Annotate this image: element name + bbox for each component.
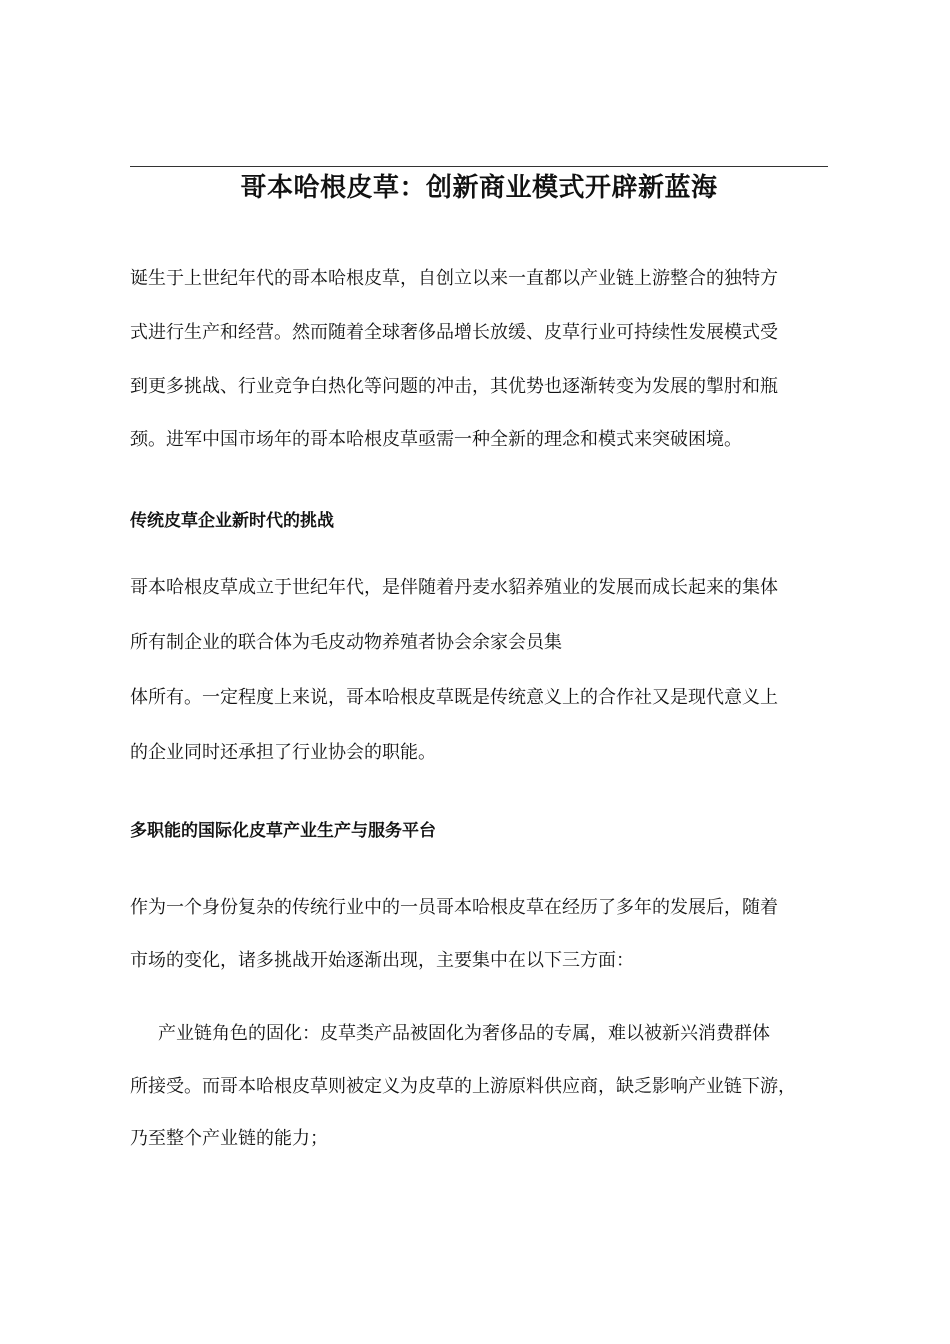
section-heading: 多职能的国际化皮草产业生产与服务平台 (130, 821, 436, 841)
intro-line: 式进行生产和经营。然而随着全球奢侈品增长放缓、皮草行业可持续性发展模式受 (130, 322, 778, 343)
header-rule (130, 166, 828, 167)
section2-line: 市场的变化，诸多挑战开始逐渐出现，主要集中在以下三方面： (130, 950, 634, 971)
point-line: 产业链角色的固化：皮草类产品被固化为奢侈品的专属，难以被新兴消费群体 (158, 1023, 770, 1044)
section1-line: 哥本哈根皮草成立于世纪年代，是伴随着丹麦水貂养殖业的发展而成长起来的集体 (130, 577, 778, 598)
intro-line: 诞生于上世纪年代的哥本哈根皮草，自创立以来一直都以产业链上游整合的独特方 (130, 268, 778, 289)
document-title: 哥本哈根皮草：创新商业模式开辟新蓝海 (240, 173, 718, 203)
section2-line: 作为一个身份复杂的传统行业中的一员哥本哈根皮草在经历了多年的发展后，随着 (130, 897, 778, 918)
section1-line: 的企业同时还承担了行业协会的职能。 (130, 742, 436, 763)
point-line: 所接受。而哥本哈根皮草则被定义为皮草的上游原料供应商，缺乏影响产业链下游， (130, 1076, 796, 1097)
intro-line: 到更多挑战、行业竞争白热化等问题的冲击，其优势也逐渐转变为发展的掣肘和瓶 (130, 376, 778, 397)
section1-line: 所有制企业的联合体为毛皮动物养殖者协会余家会员集 (130, 632, 562, 653)
point-line: 乃至整个产业链的能力； (130, 1128, 328, 1149)
section-heading: 传统皮草企业新时代的挑战 (130, 511, 334, 531)
section1-line: 体所有。一定程度上来说，哥本哈根皮草既是传统意义上的合作社又是现代意义上 (130, 687, 778, 708)
intro-line: 颈。进军中国市场年的哥本哈根皮草亟需一种全新的理念和模式来突破困境。 (130, 429, 742, 450)
